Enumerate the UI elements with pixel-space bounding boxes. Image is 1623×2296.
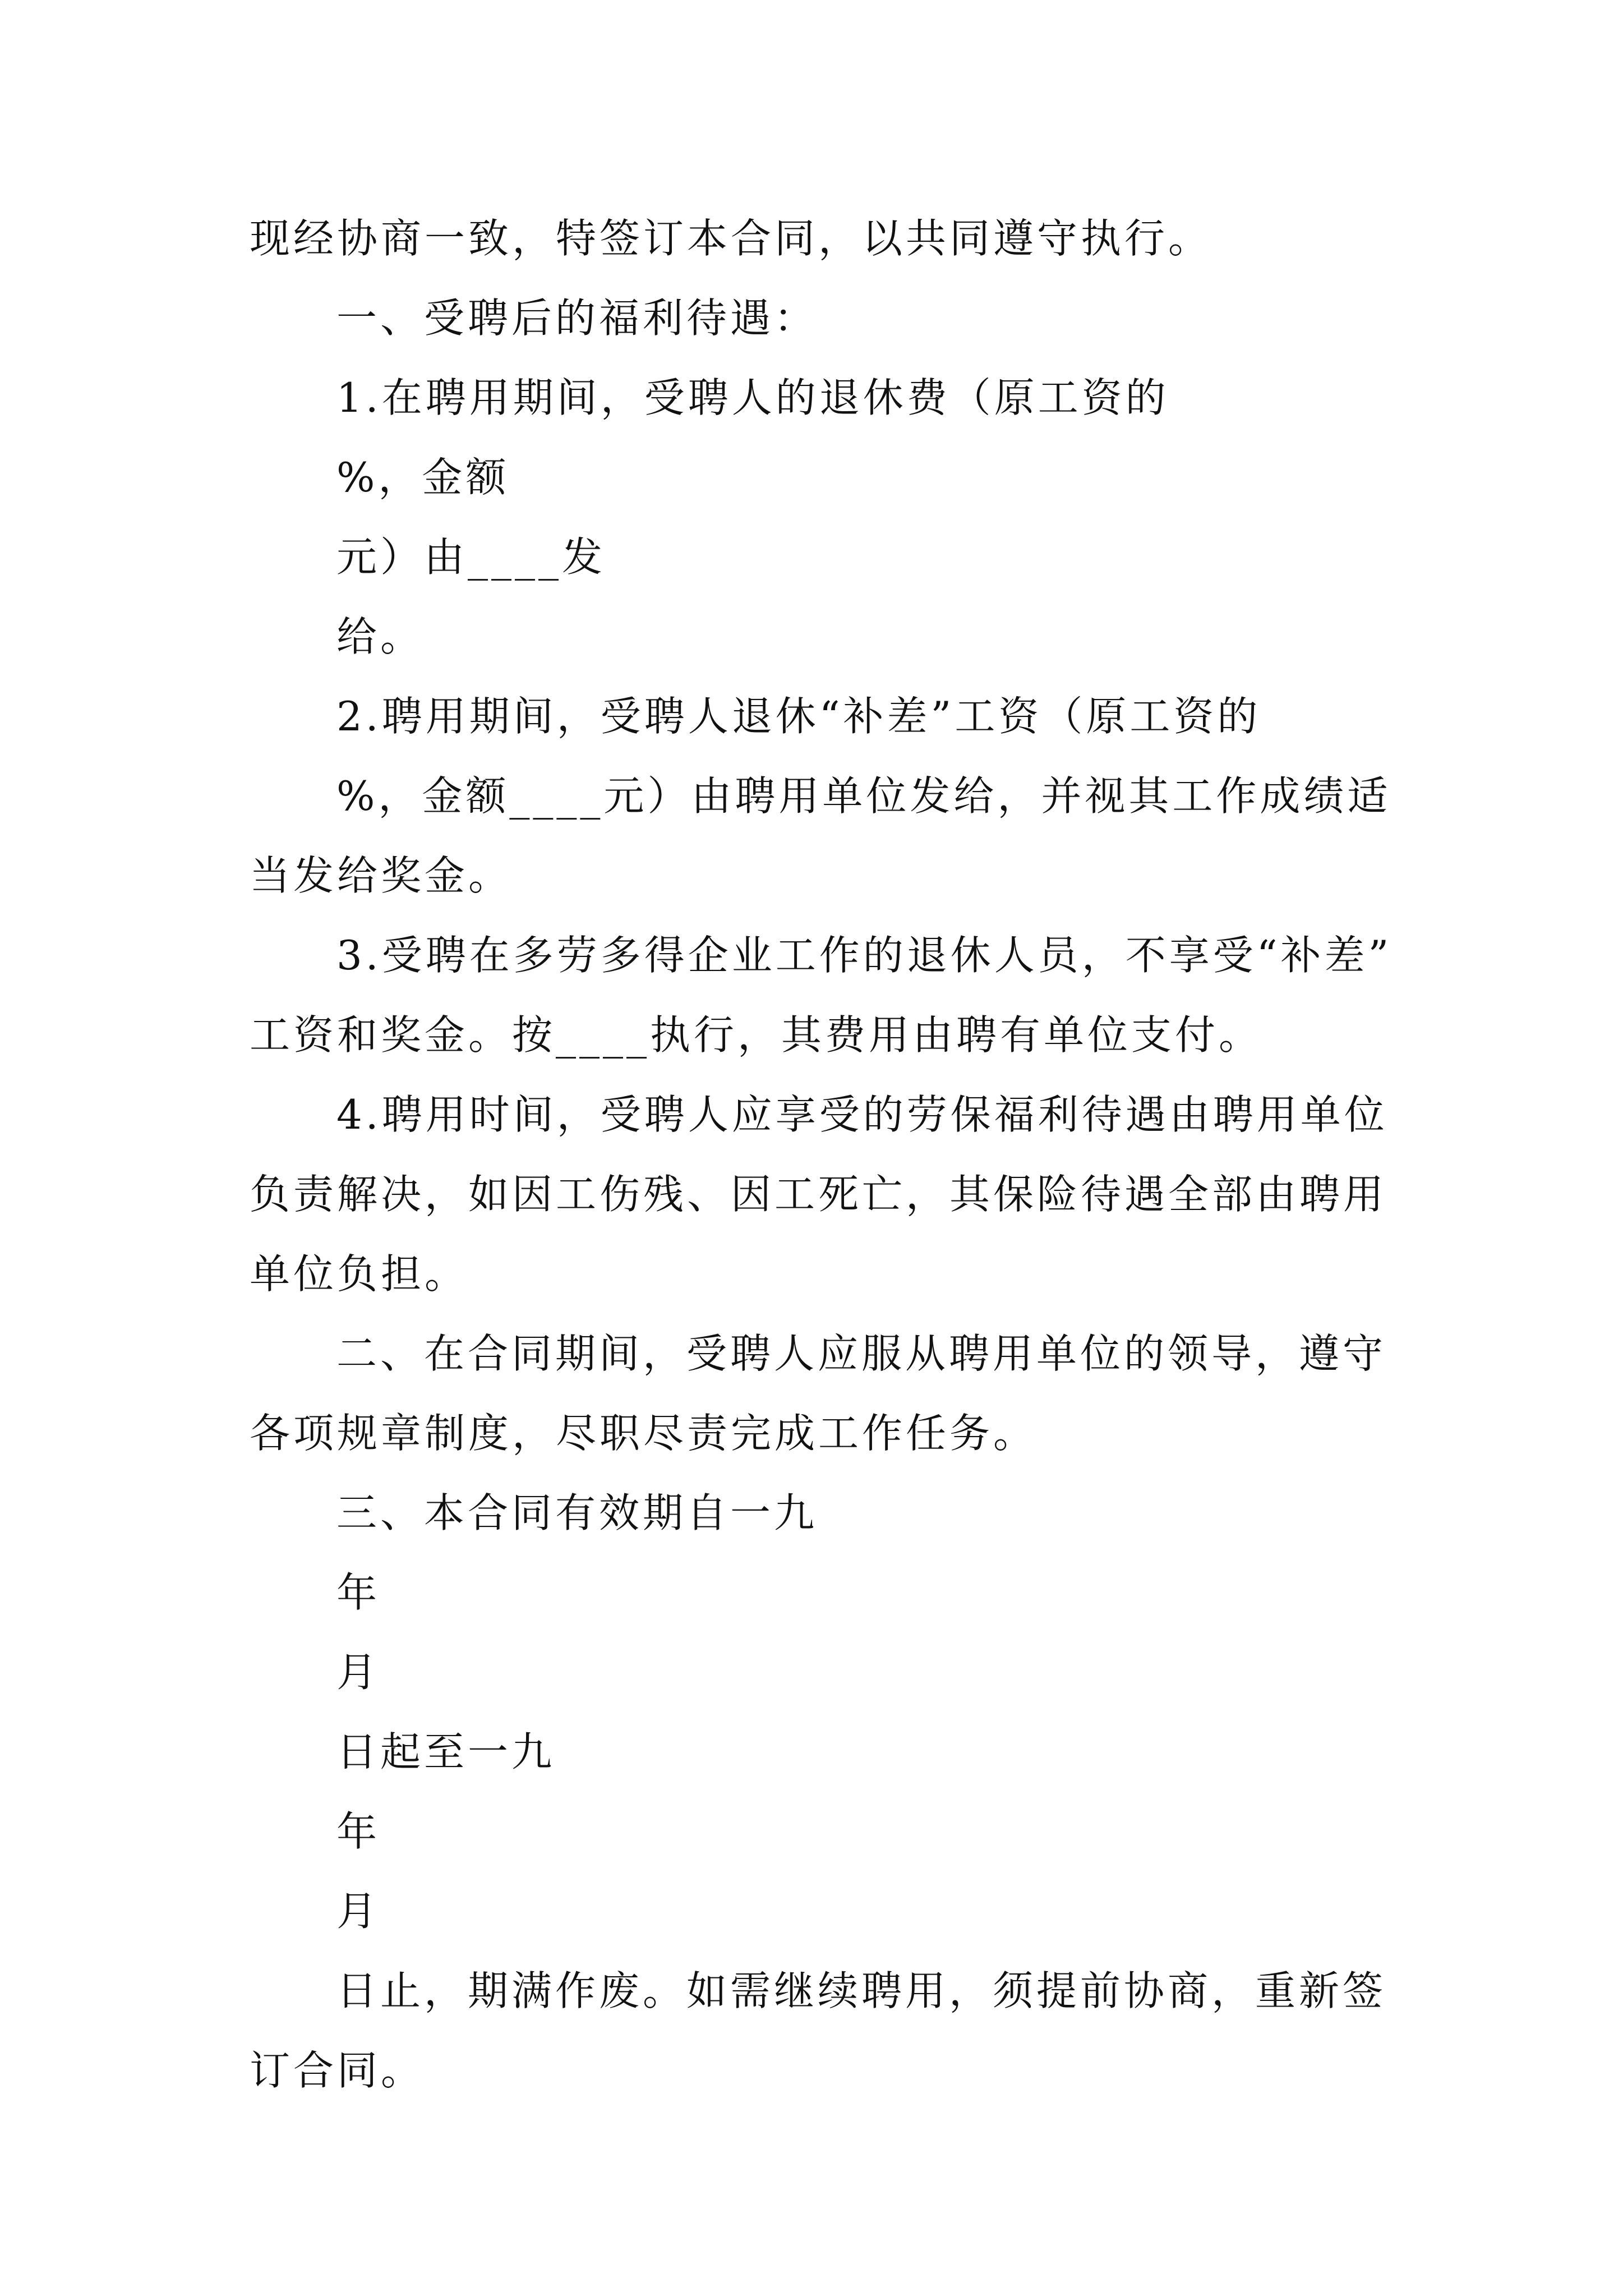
text-line: 2.聘用期间，受聘人退休“补差”工资（原工资的 — [336, 693, 1261, 740]
text-line: 单位负担。 — [250, 1250, 469, 1297]
text-line: 工资和奖金。按____执行，其费用由聘有单位支付。 — [250, 1011, 1263, 1059]
section-heading: 二、在合同期间，受聘人应服从聘用单位的领导，遵守 — [336, 1330, 1387, 1377]
text-line: 年 — [336, 1569, 381, 1616]
text-line: 月 — [336, 1649, 381, 1696]
text-line: 负责解决，如因工伤残、因工死亡，其保险待遇全部由聘用 — [250, 1171, 1387, 1218]
text-line: 给。 — [336, 613, 425, 660]
text-line: 3.受聘在多劳多得企业工作的退休人员，不享受“补差” — [336, 932, 1393, 979]
text-line: 4.聘用时间，受聘人应享受的劳保福利待遇由聘用单位 — [336, 1091, 1388, 1138]
text-line: 当发给奖金。 — [250, 852, 513, 899]
section-heading: 一、受聘后的福利待遇： — [336, 295, 818, 342]
text-line: 日止，期满作废。如需继续聘用，须提前协商，重新签 — [336, 1967, 1387, 2014]
text-line: 现经协商一致，特签订本合同，以共同遵守执行。 — [250, 215, 1212, 262]
text-line: 年 — [336, 1808, 381, 1855]
text-line: 日起至一九 — [336, 1728, 556, 1775]
text-line: 订合同。 — [250, 2047, 425, 2094]
text-line: 1.在聘用期间，受聘人的退休费（原工资的 — [336, 374, 1169, 421]
text-line: 月 — [336, 1888, 381, 1935]
section-heading: 三、本合同有效期自一九 — [336, 1489, 818, 1536]
text-line: 各项规章制度，尽职尽责完成工作任务。 — [250, 1410, 1038, 1457]
text-line: %，金额____元）由聘用单位发给，并视其工作成绩适 — [336, 772, 1391, 820]
text-line: 元）由____发 — [336, 533, 606, 581]
text-line: %，金额 — [336, 454, 510, 501]
